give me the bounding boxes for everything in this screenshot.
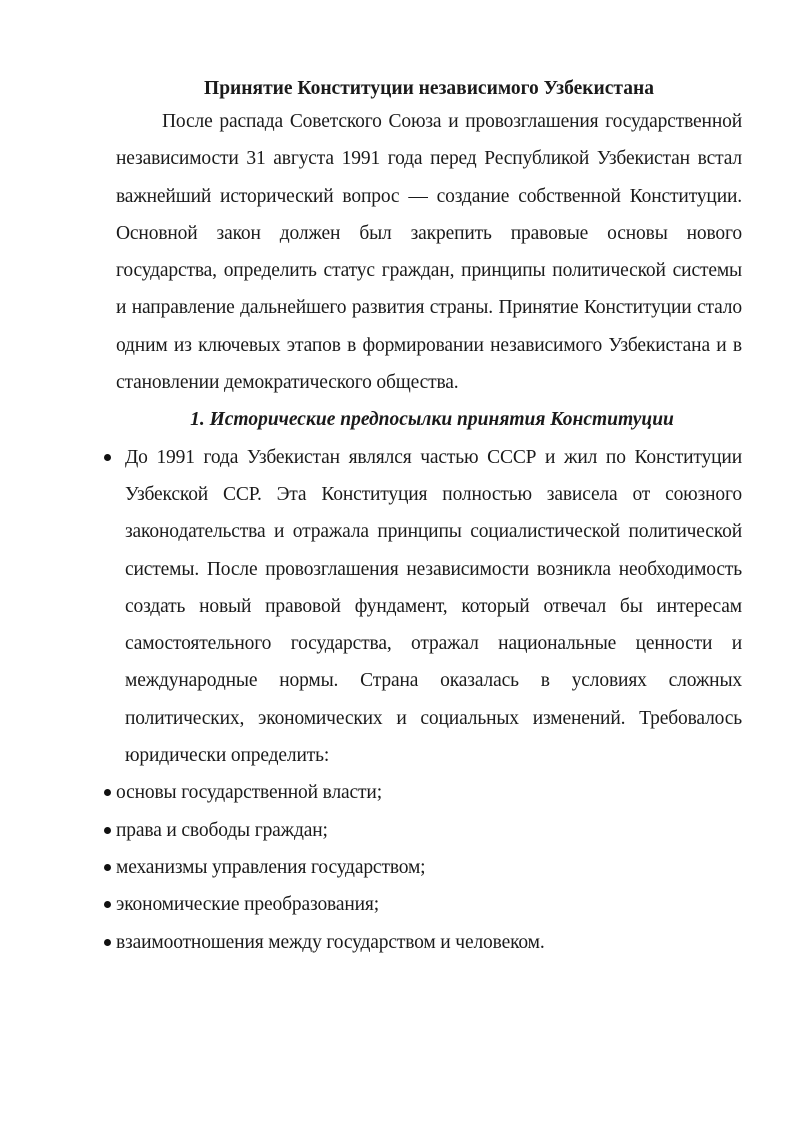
- bullet-dot-icon: [104, 939, 111, 946]
- bullet-dot-icon: [104, 454, 111, 461]
- bullet-dot-icon: [104, 864, 111, 871]
- list-item-text: экономические преобразования;: [116, 894, 380, 916]
- list-item-text: права и свободы граждан;: [116, 819, 328, 841]
- list-item: [116, 812, 742, 849]
- document-title: Принятие Конституции независимого Узбекистана: [204, 78, 654, 99]
- list-item: [116, 774, 742, 811]
- bullet-dot-icon: [104, 901, 111, 908]
- list-item-text: основы государственной власти;: [116, 782, 382, 804]
- section-heading: 1. Исторические предпосылки принятия Конституции: [190, 409, 674, 431]
- list-item: [116, 886, 742, 923]
- document-page: [116, 76, 742, 961]
- bullet-dot-icon: [104, 827, 111, 834]
- list-item-text: механизмы управления государством;: [116, 856, 426, 878]
- list-item-text: взаимоотношения между государством и человеком.: [116, 931, 545, 953]
- bullet-list: [116, 439, 742, 961]
- list-item: [116, 924, 742, 961]
- bullet-dot-icon: [104, 789, 111, 796]
- intro-paragraph: После распада Советского Союза и провозглашения государственной независимости 31 августа 1991 года перед Республикой Узбекистан встал важнейший исторический вопрос — создание собственной Конституции. Основной закон должен был закрепить правовые основы нового государства, определить статус граждан, принципы политической системы и направление дальнейшего развития страны. Принятие Конституции стало одним из ключевых этапов в формировании независимого Узбекистана и в становлении демократического общества.: [116, 111, 742, 394]
- list-item: [116, 849, 742, 886]
- list-item: [116, 439, 742, 775]
- list-item-text: До 1991 года Узбекистан являлся частью СССР и жил по Конституции Узбекской ССР. Эта Конституция полностью зависела от союзного законодательства и отражала принципы социалистической политической системы. После провозглашения независимости возникла необходимость создать новый правовой фундамент, который отвечал бы интересам самостоятельного государства, отражал национальные ценности и международные нормы. Страна оказалась в условиях сложных политических, экономических и социальных изменений. Требовалось юридически определить:: [125, 446, 742, 767]
